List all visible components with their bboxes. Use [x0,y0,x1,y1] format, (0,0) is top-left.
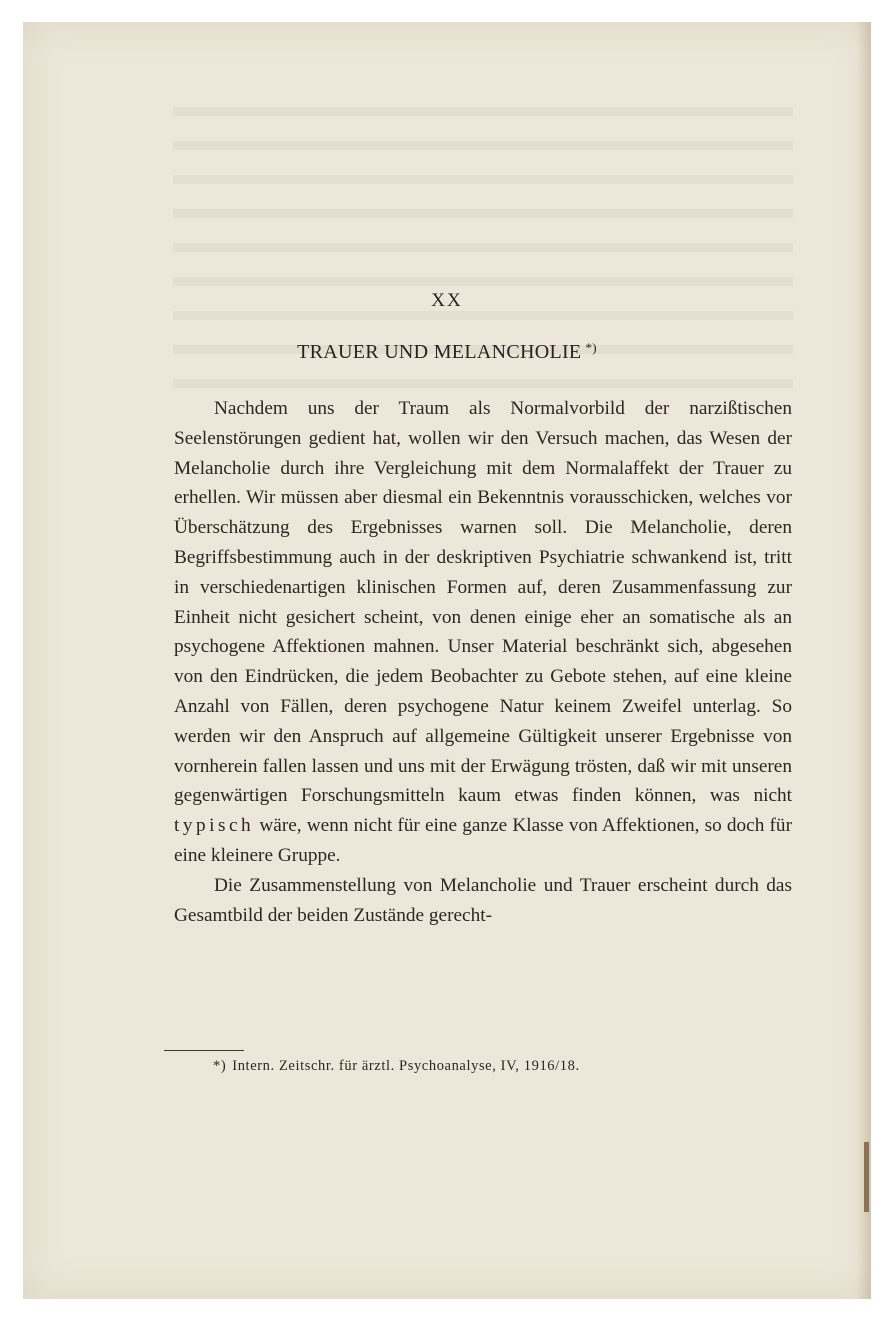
chapter-title-text: TRAUER UND MELANCHOLIE [297,341,582,363]
title-footnote-marker: *) [585,340,597,355]
paragraph-2: Die Zusammenstellung von Melancholie und Trauer erscheint durch das Gesamtbild der beiden Zustände gerecht- [174,874,792,926]
footnote-marker: *) [213,1058,227,1074]
paragraph-1 [174,394,792,871]
page-edge-shadow [857,22,871,1299]
body-text [174,394,792,930]
chapter-title [23,340,871,364]
footnote [213,1058,580,1075]
footnote-divider [164,1050,244,1051]
footnote-text: Intern. Zeitschr. für ärztl. Psychoanalyse, IV, 1916/18. [232,1058,580,1074]
book-page [23,22,871,1299]
chapter-number: XX [431,290,463,311]
page-edge-stain [864,1142,869,1212]
paragraph-1-part-1: Nachdem uns der Traum als Normalvorbild der narzißtischen Seelenstörungen gedient hat, wollen wir den Versuch machen, das Wesen der Melancholie durch ihre Vergleichung mit dem Normalaffekt der Trauer zu erhellen. Wir müssen aber diesmal ein Bekenntnis vorausschicken, welches vor Überschätzung des Ergebnisses warnen soll. Die Melancholie, deren Begriffsbestimmung auch in der deskriptiven Psychiatrie schwankend ist, tritt in verschiedenartigen klinischen Formen auf, deren Zusammenfassung zur Einheit nicht gesichert scheint, von denen einige eher an somatische als an psychogene Affektionen mahnen. Unser Material beschränkt sich, abgesehen von den Eindrücken, die jedem Beobachter zu Gebote stehen, auf eine kleine Anzahl von Fällen, deren psychogene Natur keinem Zweifel unterlag. So werden wir den Anspruch auf allgemeine Gültigkeit unserer Ergebnisse von vornherein fallen lassen und uns mit der Erwägung trösten, daß wir mit unseren gegenwärtigen Forschungsmitteln kaum etwas finden können, was nicht [174,398,792,807]
emphasized-word: typisch [174,815,255,837]
paragraph-1-part-2: wäre, wenn nicht für eine ganze Klasse von Affektionen, so doch für eine kleinere Gruppe. [174,815,792,866]
